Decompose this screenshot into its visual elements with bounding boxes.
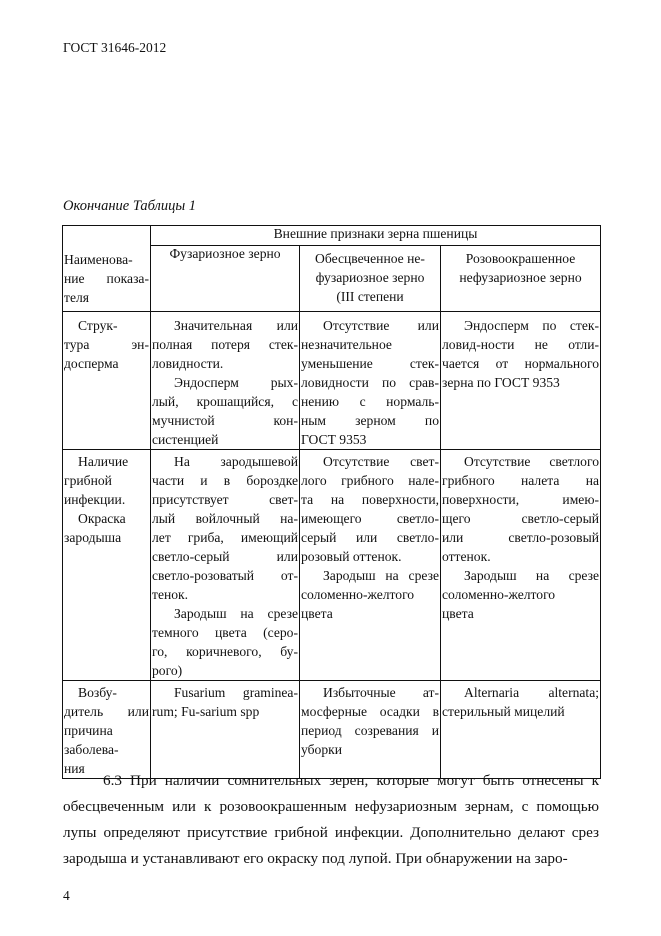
row-infection-pink-line: или светло-розовый xyxy=(442,530,600,545)
row-infection-pink-line: соломенно-желтого xyxy=(442,587,556,602)
row-structure-name-line: тура эн- xyxy=(64,337,149,352)
row-structure-name xyxy=(63,312,151,450)
row-infection-fusarium-line: лет гриба, имеющий xyxy=(152,530,298,545)
row-infection-bleached-line: та на поверхности, xyxy=(301,492,439,507)
table-caption: Окончание Таблицы 1 xyxy=(63,198,197,214)
row-infection-name-line: Окраска xyxy=(78,511,126,526)
header-bleached xyxy=(300,246,441,312)
row-infection-fusarium-line: Зародыш на срезе xyxy=(174,606,298,621)
row-structure-pink-line: зерна по ГОСТ 9353 xyxy=(442,375,560,390)
row-structure-fusarium-line: ловидности. xyxy=(152,356,224,371)
row-infection-pink-line: грибного налета на xyxy=(442,473,600,488)
row-structure-fusarium xyxy=(151,312,300,450)
row-infection-pink-line: щего светло-серый xyxy=(442,511,600,526)
row-structure-fusarium-paragraph xyxy=(152,373,298,449)
paragraph-6-3: 6.3 При наличии сомнительных зерен, которые могут быть отнесены к обесцвеченным или к розовоокрашенным нефузариозным зернам, с помощью лупы определяют присутствие грибной инфекции. Дополнительно делают срез зародыша и устанавливают его окраску под лупой. При обнаружении на заро- xyxy=(63,772,599,867)
row-infection-bleached-line: соломенно-желтого xyxy=(301,587,415,602)
row-infection-pink-line: Отсутствие светлого xyxy=(464,454,600,469)
row-cause-name-line: ния xyxy=(64,761,85,776)
header-fusarium: Фузариозное зерно xyxy=(151,246,300,312)
header-bleached-line: (III степени xyxy=(336,289,404,304)
row-infection-pink-line: Зародыш на срезе xyxy=(464,568,600,583)
row-infection-pink-paragraph xyxy=(442,566,599,623)
grain-signs-table xyxy=(62,225,601,779)
row-structure-fusarium-line: Значительная или xyxy=(174,318,298,333)
row-infection-pink-line: поверхности, имею- xyxy=(442,492,600,507)
row-cause-fusarium-line: Fusarium graminea- xyxy=(174,685,298,700)
row-infection-bleached-line: Отсутствие свет- xyxy=(323,454,439,469)
row-infection-name xyxy=(63,450,151,681)
row-structure-pink-line: чается от нормального xyxy=(442,356,600,371)
row-infection-bleached-line: серый или светло- xyxy=(301,530,439,545)
row-infection-fusarium-line: светло-розоватый от- xyxy=(152,568,298,583)
row-structure-fusarium-line: Эндосперм рых- xyxy=(174,375,298,390)
row-cause-fusarium-paragraph xyxy=(152,683,298,721)
row-structure-pink-line: Эндосперм по стек- xyxy=(464,318,600,333)
row-infection-fusarium-line: части и в бороздке xyxy=(152,473,298,488)
header-indicator-name-line: Наименова- xyxy=(64,252,133,267)
row-infection-fusarium xyxy=(151,450,300,681)
row-structure-bleached xyxy=(300,312,441,450)
header-bleached-line: фузариозное зерно xyxy=(315,270,425,285)
row-structure-fusarium-line: полная потеря стек- xyxy=(152,337,298,352)
row-structure-pink xyxy=(441,312,601,450)
row-infection-name-line: грибной xyxy=(64,473,112,488)
row-structure-fusarium-line: систенцией xyxy=(152,432,219,447)
row-cause-name-line: Возбу- xyxy=(78,685,117,700)
row-structure-bleached-line: Отсутствие или xyxy=(323,318,439,333)
row-structure-bleached-line: незначительное xyxy=(301,337,392,352)
row-infection-fusarium-line: лый войлочный на- xyxy=(152,511,298,526)
row-infection-bleached-line: Зародыш на срезе xyxy=(323,568,439,583)
row-cause-bleached xyxy=(300,681,441,779)
header-pink xyxy=(441,246,601,312)
row-structure-fusarium-line: лый, крошащийся, с xyxy=(152,394,298,409)
row-cause-pink-paragraph xyxy=(442,683,599,721)
row-infection-fusarium-line: На зародышевой xyxy=(174,454,298,469)
row-cause-bleached-line: Избыточные ат- xyxy=(323,685,439,700)
row-structure-bleached-line: нению с нормаль- xyxy=(301,394,439,409)
row-cause-name-line: дитель или xyxy=(64,704,149,719)
row-structure-pink-paragraph xyxy=(442,316,599,392)
header-indicator-name-line: ние показа- xyxy=(64,271,149,286)
row-infection-fusarium-line: присутствует свет- xyxy=(152,492,298,507)
row-cause-fusarium-line: rum; Fu-sarium spp xyxy=(152,704,260,719)
row-infection-pink-line: цвета xyxy=(442,606,474,621)
row-infection-name-line: Наличие xyxy=(78,454,129,469)
row-structure-bleached-paragraph xyxy=(301,316,439,449)
row-infection-fusarium-line: темного цвета (серо- xyxy=(152,625,298,640)
row-structure-fusarium-line: мучнистой кон- xyxy=(152,413,298,428)
document-code: ГОСТ 31646-2012 xyxy=(63,40,167,55)
row-cause-name-line: причина xyxy=(64,723,113,738)
row-structure-name-line: Струк- xyxy=(78,318,118,333)
row-infection-name-line: инфекции. xyxy=(64,492,126,507)
page-number: 4 xyxy=(63,888,70,903)
row-structure-name-line: досперма xyxy=(64,356,119,371)
row-infection-name-line: зародыша xyxy=(64,530,122,545)
header-group: Внешние признаки зерна пшеницы xyxy=(151,226,601,246)
row-infection-fusarium-paragraph xyxy=(152,452,298,604)
row-infection-bleached-line: цвета xyxy=(301,606,333,621)
row-structure-bleached-line: уменьшение стек- xyxy=(301,356,439,371)
row-cause-fusarium xyxy=(151,681,300,779)
row-infection-bleached-paragraph xyxy=(301,452,439,566)
row-structure-fusarium-paragraph xyxy=(152,316,298,373)
row-infection-pink xyxy=(441,450,601,681)
row-structure-bleached-line: ГОСТ 9353 xyxy=(301,432,367,447)
row-infection-fusarium-line: светло-серый или xyxy=(152,549,298,564)
row-infection-pink-line: оттенок. xyxy=(442,549,491,564)
row-structure-bleached-line: ловидности по срав- xyxy=(301,375,439,390)
header-indicator-name-line: теля xyxy=(64,290,90,305)
row-cause-bleached-paragraph xyxy=(301,683,439,759)
row-cause-bleached-line: период созревания и xyxy=(301,723,439,738)
row-structure-pink-line: ловид-ности не отли- xyxy=(442,337,600,352)
row-cause-pink xyxy=(441,681,601,779)
row-infection-fusarium-line: рого) xyxy=(152,663,183,678)
row-infection-bleached xyxy=(300,450,441,681)
row-cause-pink-line: Alternaria alternata; xyxy=(464,685,600,700)
header-pink-line: нефузариозное зерно xyxy=(459,270,582,285)
row-infection-fusarium-line: тенок. xyxy=(152,587,189,602)
row-infection-bleached-paragraph xyxy=(301,566,439,623)
header-pink-line: Розовоокрашенное xyxy=(465,251,576,266)
row-infection-pink-paragraph xyxy=(442,452,599,566)
row-cause-name xyxy=(63,681,151,779)
row-infection-fusarium-paragraph xyxy=(152,604,298,680)
row-infection-bleached-line: имеющего светло- xyxy=(301,511,439,526)
row-cause-pink-line: стерильный мицелий xyxy=(442,704,565,719)
header-bleached-line: Обесцвеченное не- xyxy=(315,251,425,266)
row-infection-fusarium-line: го, коричневого, бу- xyxy=(152,644,298,659)
row-cause-bleached-line: уборки xyxy=(301,742,343,757)
row-cause-bleached-line: мосферные осадки в xyxy=(301,704,439,719)
row-cause-name-line: заболева- xyxy=(64,742,119,757)
row-structure-bleached-line: ным зерном по xyxy=(301,413,439,428)
row-infection-bleached-line: розовый оттенок. xyxy=(301,549,402,564)
row-infection-bleached-line: лого грибного нале- xyxy=(301,473,439,488)
header-indicator-name xyxy=(63,226,151,312)
